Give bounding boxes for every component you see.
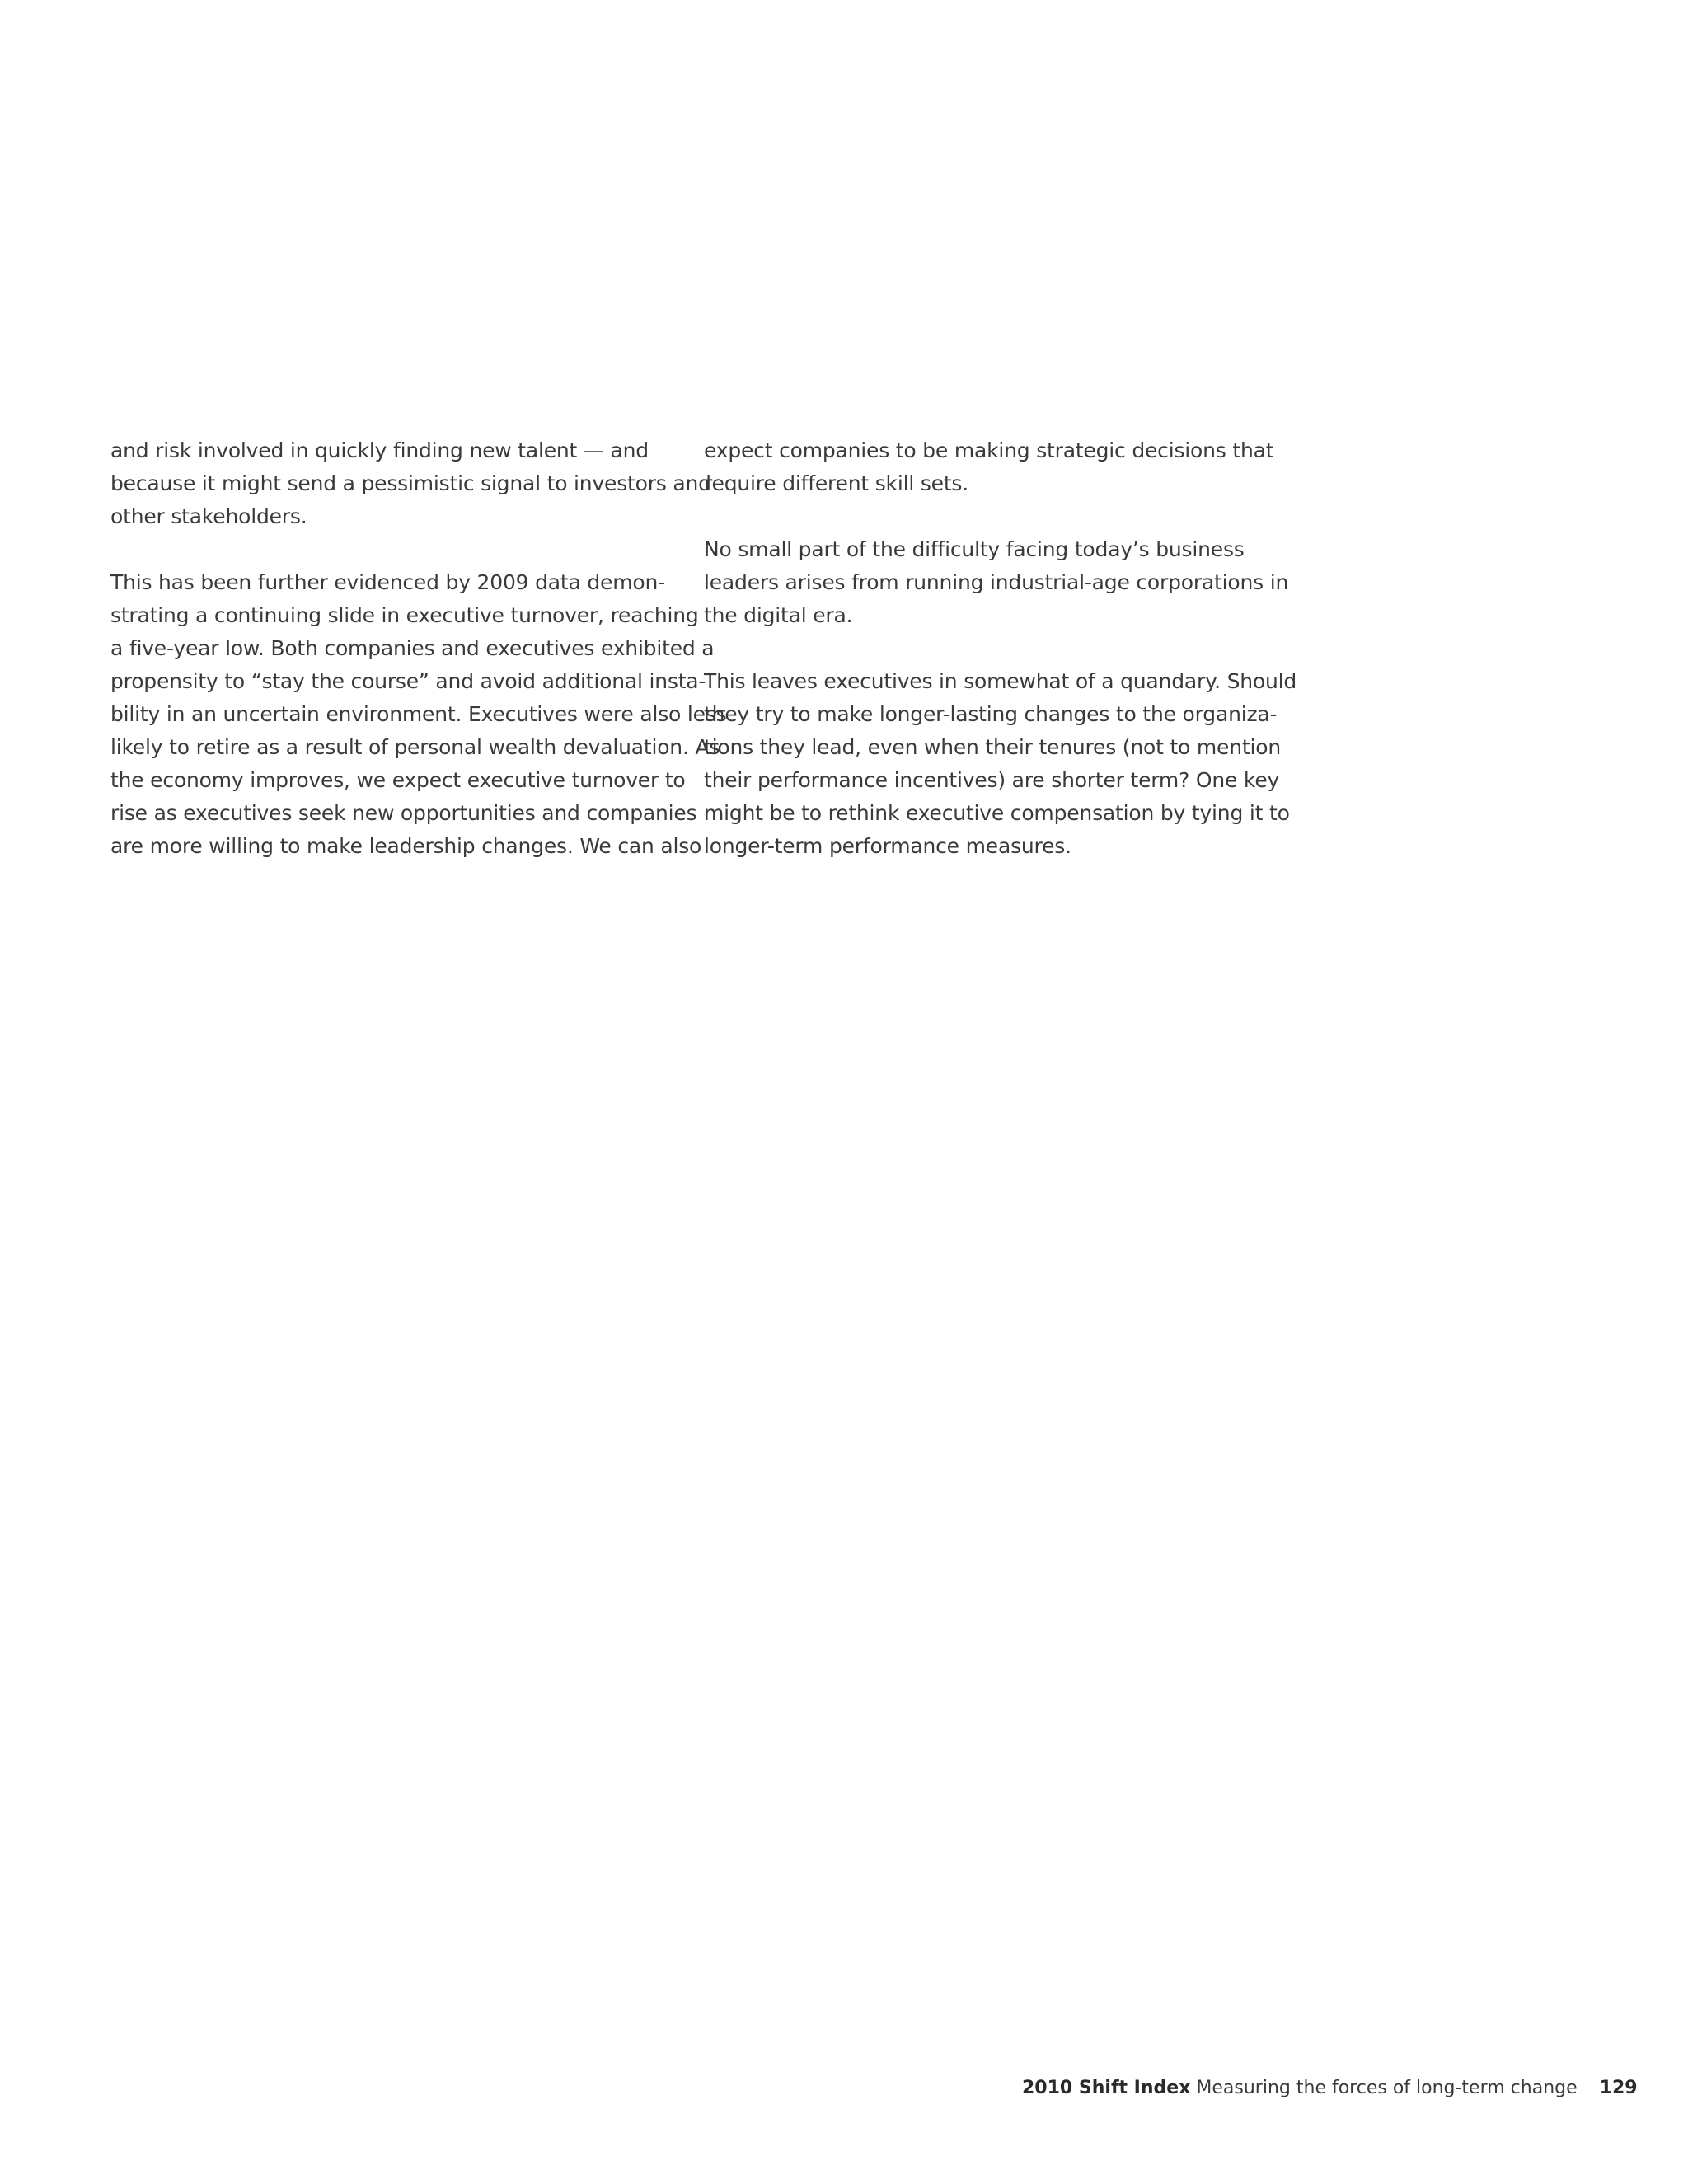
text-line: because it might send a pessimistic signal to investors and — [110, 471, 711, 495]
paragraph — [110, 434, 711, 533]
text-line: rise as executives seek new opportunities and companies — [110, 801, 697, 825]
paragraph — [110, 566, 727, 863]
page-footer — [1022, 2076, 1638, 2101]
text-line: This leaves executives in somewhat of a quandary. Should — [704, 669, 1297, 693]
text-line: longer-term performance measures. — [704, 834, 1071, 858]
footer-title: 2010 Shift Index — [1022, 2078, 1191, 2098]
left-column — [110, 434, 727, 863]
paragraph-gap — [704, 632, 1281, 665]
page-number: 129 — [1599, 2078, 1638, 2098]
text-line: a five-year low. Both companies and executives exhibited a — [110, 636, 715, 660]
paragraph — [704, 533, 1289, 632]
text-line: require different skill sets. — [704, 471, 968, 495]
text-line: This has been further evidenced by 2009 data demon- — [110, 570, 665, 594]
text-line: No small part of the difficulty facing today’s business — [704, 537, 1245, 561]
text-line: their performance incentives) are shorter term? One key — [704, 768, 1280, 792]
paragraph-gap — [704, 500, 1281, 533]
text-line: likely to retire as a result of personal wealth devaluation. As — [110, 735, 720, 759]
text-line: they try to make longer-lasting changes to the organiza- — [704, 702, 1278, 726]
paragraph-gap — [110, 533, 679, 566]
text-line: leaders arises from running industrial-age corporations in — [704, 570, 1289, 594]
text-line: other stakeholders. — [110, 504, 307, 528]
text-line: expect companies to be making strategic decisions that — [704, 438, 1274, 462]
text-line: strating a continuing slide in executive turnover, reaching — [110, 603, 699, 627]
text-line: bility in an uncertain environment. Executives were also less — [110, 702, 727, 726]
text-line: the economy improves, we expect executive turnover to — [110, 768, 686, 792]
text-line: and risk involved in quickly finding new talent — and — [110, 438, 649, 462]
right-column — [704, 434, 1297, 863]
paragraph — [704, 665, 1297, 863]
paragraph — [704, 434, 1281, 500]
text-line: might be to rethink executive compensation by tying it to — [704, 801, 1290, 825]
text-line: the digital era. — [704, 603, 853, 627]
text-line: are more willing to make leadership changes. We can also — [110, 834, 702, 858]
text-line: tions they lead, even when their tenures (not to mention — [704, 735, 1281, 759]
footer-subtitle: Measuring the forces of long-term change — [1196, 2078, 1578, 2098]
text-line: propensity to “stay the course” and avoid additional insta- — [110, 669, 706, 693]
